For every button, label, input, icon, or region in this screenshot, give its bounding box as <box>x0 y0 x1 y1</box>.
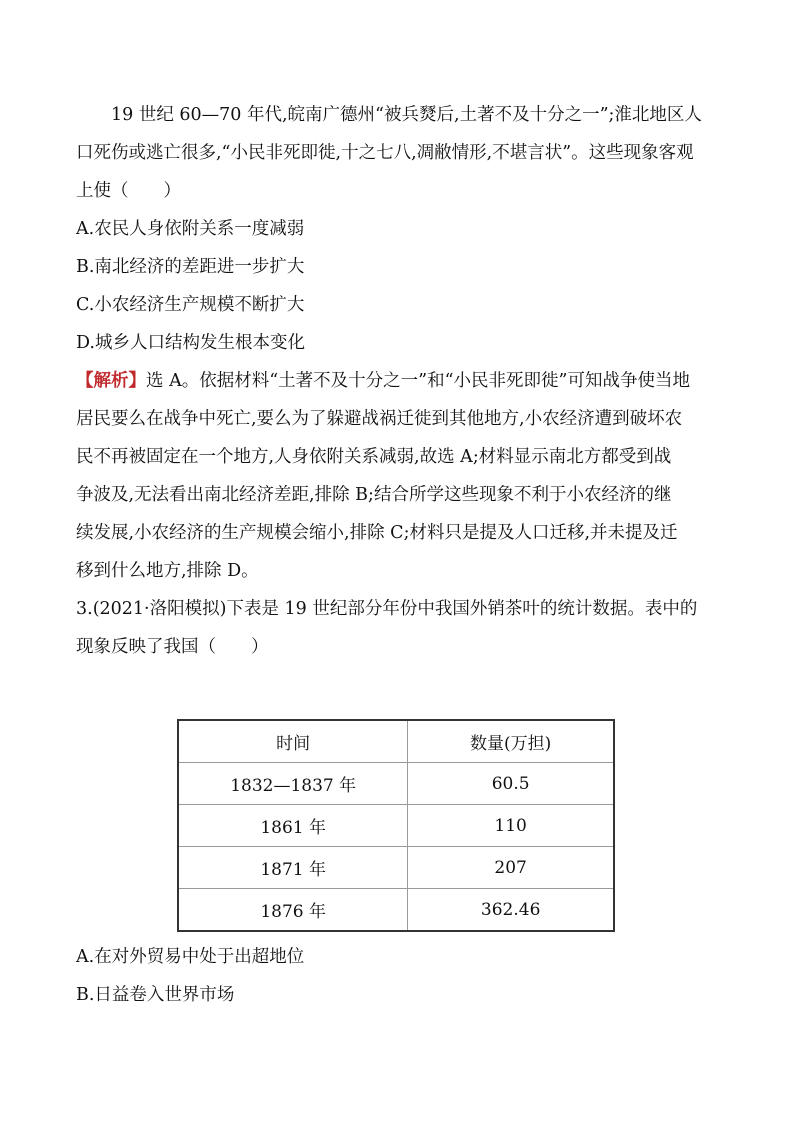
option-b: B.南北经济的差距进一步扩大 <box>76 257 305 277</box>
analysis-line: 移到什么地方,排除 D。 <box>76 561 259 581</box>
cell-time: 1832—1837 年 <box>178 763 408 805</box>
question3-line: 现象反映了我国（ ） <box>76 637 269 657</box>
analysis-line: 民不再被固定在一个地方,人身依附关系减弱,故选 A;材料显示南北方都受到战 <box>76 447 672 467</box>
table-row <box>178 763 614 805</box>
header-time: 时间 <box>178 720 408 763</box>
cell-quantity: 362.46 <box>408 889 614 932</box>
option-c: C.小农经济生产规模不断扩大 <box>76 295 305 315</box>
analysis-tag: 【解析】 <box>76 371 146 391</box>
question3-line: 3.(2021·洛阳模拟)下表是 19 世纪部分年份中我国外销茶叶的统计数据。表中的 <box>76 599 698 619</box>
analysis-line: 续发展,小农经济的生产规模会缩小,排除 C;材料只是提及人口迁移,并未提及迁 <box>76 523 678 543</box>
cell-quantity: 60.5 <box>408 763 614 805</box>
option-d: D.城乡人口结构发生根本变化 <box>76 333 305 353</box>
cell-time: 1861 年 <box>178 805 408 847</box>
table-row <box>178 889 614 932</box>
question-text-line: 上使（ ） <box>76 181 181 201</box>
option-a: A.在对外贸易中处于出超地位 <box>76 947 305 967</box>
table-row <box>178 847 614 889</box>
cell-quantity: 110 <box>408 805 614 847</box>
cell-quantity: 207 <box>408 847 614 889</box>
document-body <box>76 96 720 666</box>
table-header-row <box>178 720 614 763</box>
table-row <box>178 805 614 847</box>
option-b: B.日益卷入世界市场 <box>76 985 235 1005</box>
analysis-line: 居民要么在战争中死亡,要么为了躲避战祸迁徙到其他地方,小农经济遭到破坏农 <box>76 409 683 429</box>
cell-time: 1876 年 <box>178 889 408 932</box>
analysis-line: 争波及,无法看出南北经济差距,排除 B;结合所学这些现象不利于小农经济的继 <box>76 485 672 505</box>
question-text-line: 19 世纪 60—70 年代,皖南广德州“被兵燹后,土著不及十分之一”;淮北地区人 <box>111 105 702 125</box>
cell-time: 1871 年 <box>178 847 408 889</box>
analysis-first-line <box>76 362 720 400</box>
analysis-text: 选 A。依据材料“土著不及十分之一”和“小民非死即徙”可知战争使当地 <box>146 371 690 391</box>
question-text-line: 口死伤或逃亡很多,“小民非死即徙,十之七八,凋敝情形,不堪言状”。这些现象客观 <box>76 143 694 163</box>
header-quantity: 数量(万担) <box>408 720 614 763</box>
option-a: A.农民人身依附关系一度减弱 <box>76 219 305 239</box>
question3-options <box>76 938 720 1014</box>
tea-export-table <box>177 719 615 932</box>
